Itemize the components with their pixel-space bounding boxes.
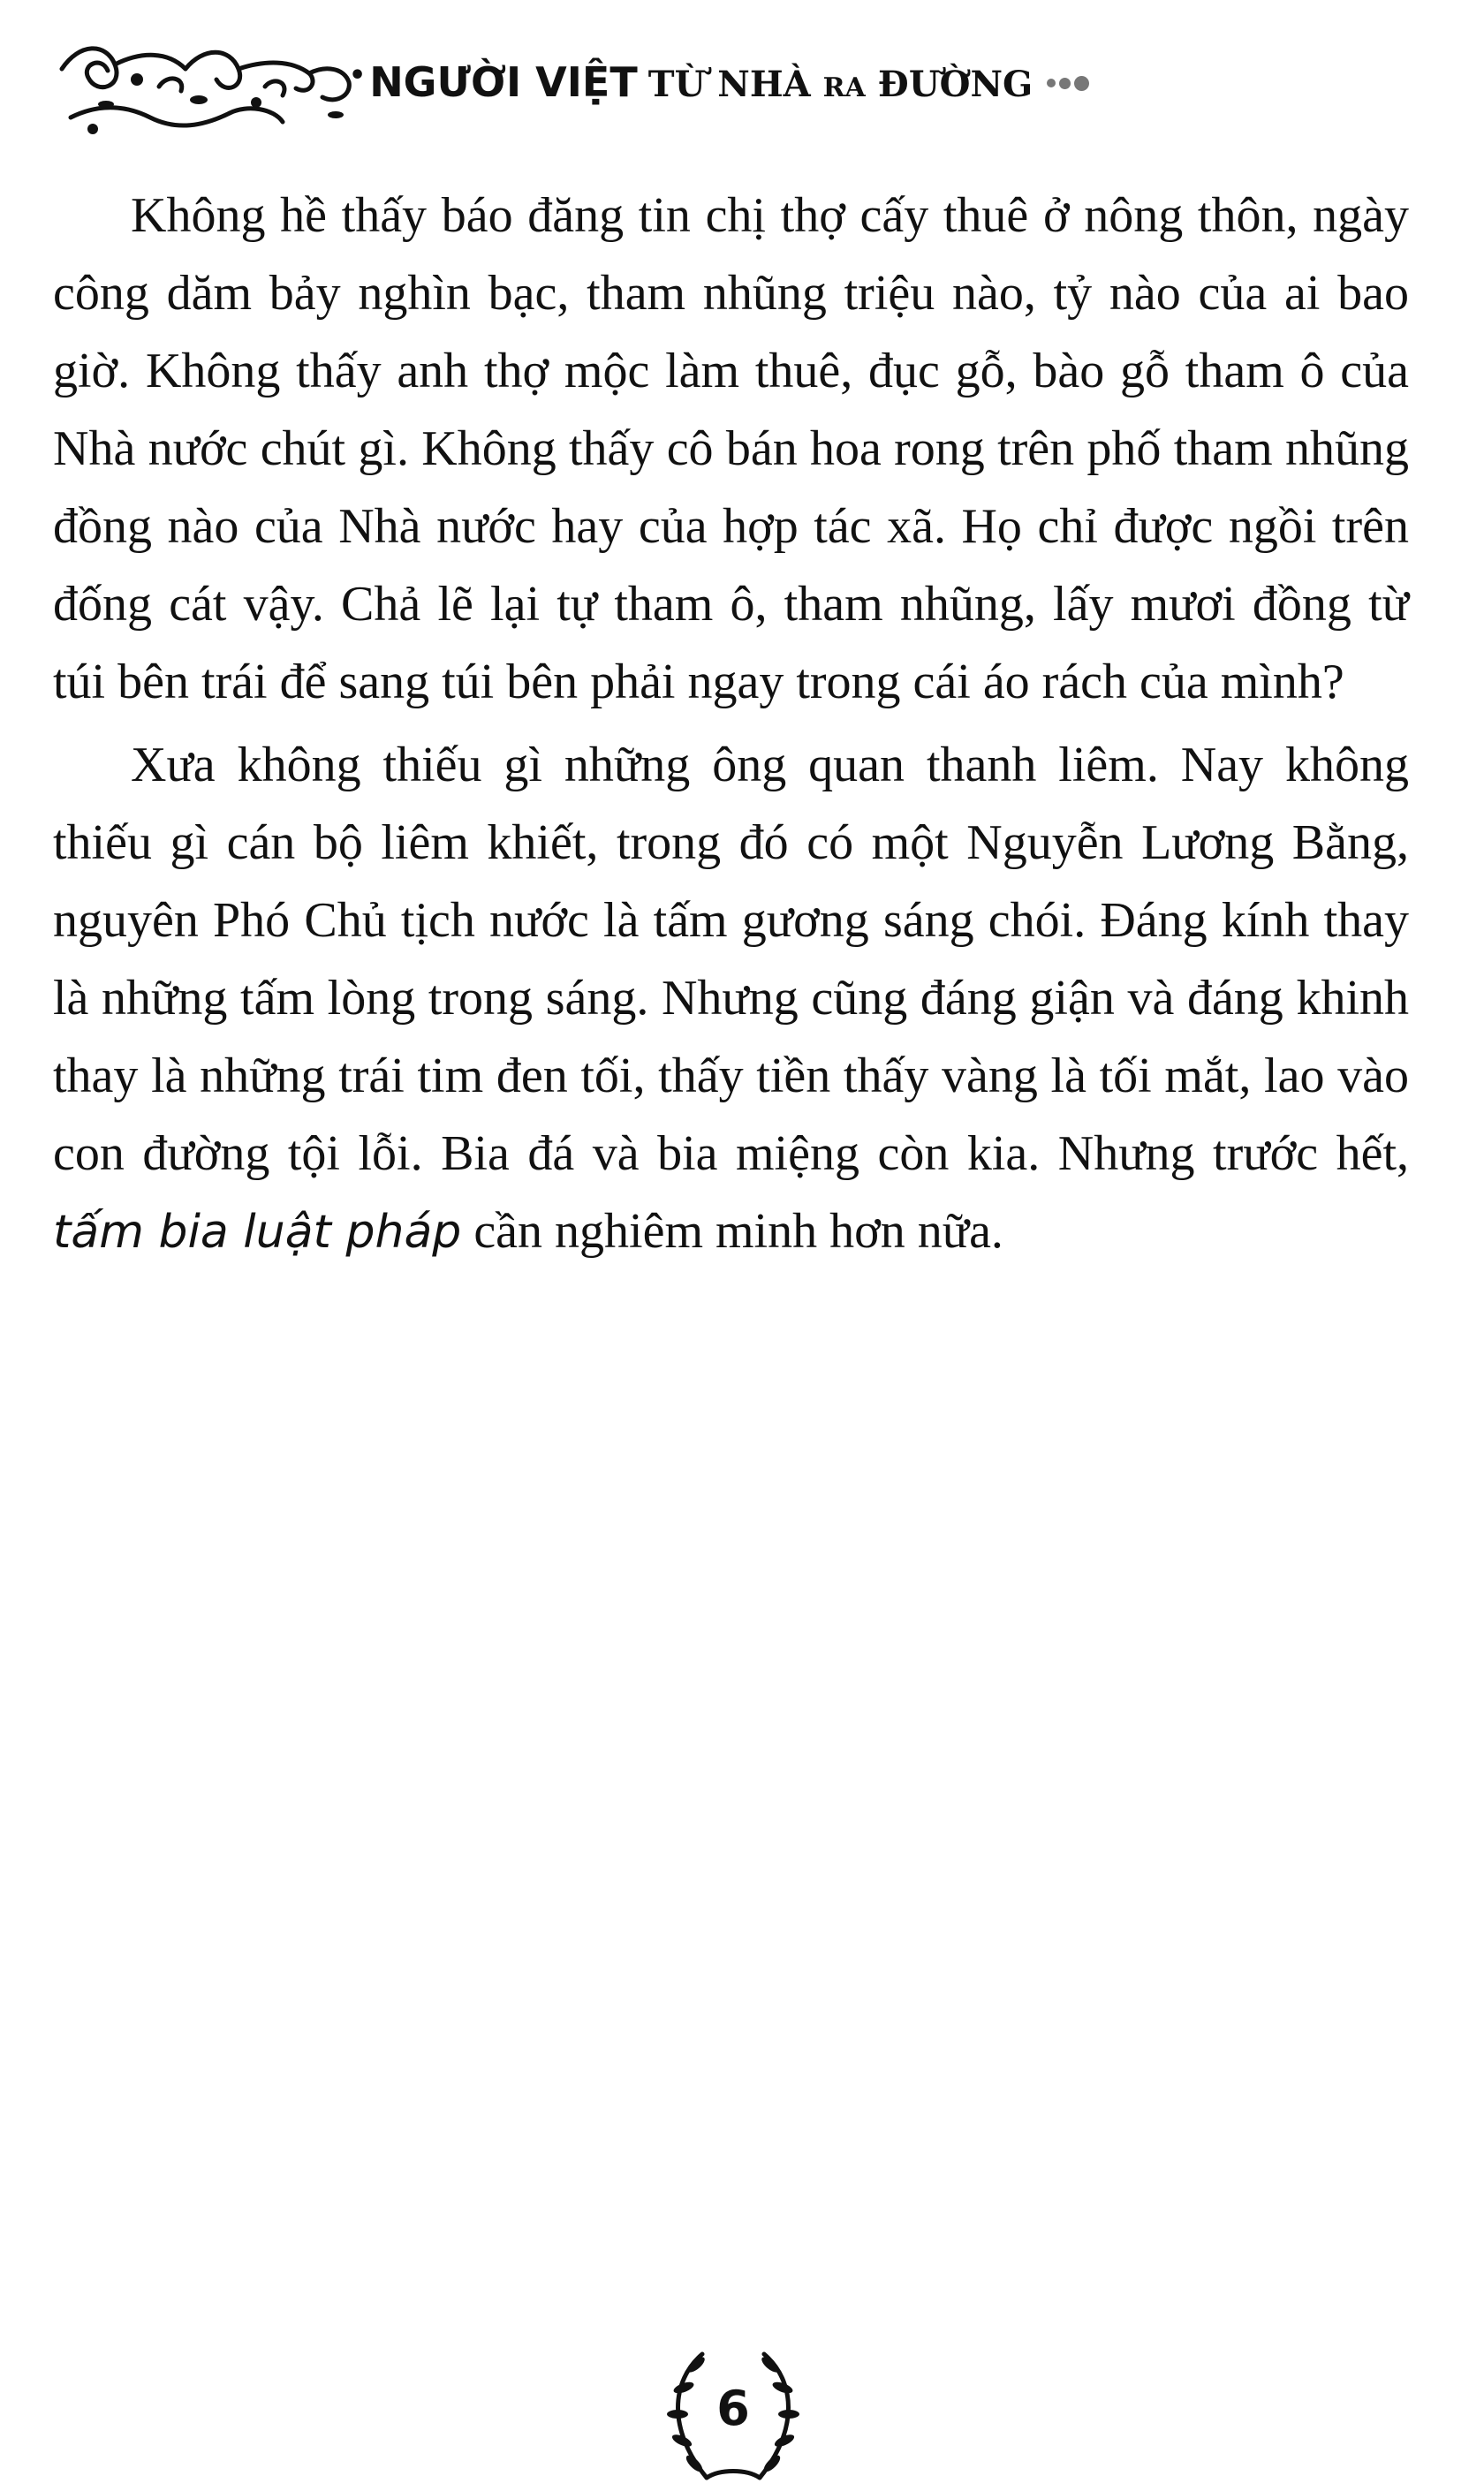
running-title xyxy=(349,58,1089,106)
paragraph-2-text-before: Xưa không thiếu gì những ông quan thanh liêm. Nay không thiếu gì cán bộ liêm khiết, trong đó có một Nguyễn Lương Bằng, nguyên Phó Chủ tịch nước là tấm gương sáng chói. Đáng kính thay là những tấm lòng trong sáng. Nhưng cũng đáng giận và đáng khinh thay là những trái tim đen tối, thấy tiền thấy vàng là tối mắt, lao vào con đường tội lỗi. Bia đá và bia miệng còn kia. Nhưng trước hết, xyxy=(53,738,1409,1181)
bullet-dot: • xyxy=(349,60,367,91)
paragraph-2-italic-phrase: tấm bia luật pháp xyxy=(53,1206,462,1259)
page-number: 6 xyxy=(716,2381,750,2436)
page-body xyxy=(53,177,1409,1276)
running-title-main: NGƯỜI VIỆT xyxy=(369,58,638,106)
paragraph-1: Không hề thấy báo đăng tin chị thợ cấy thuê ở nông thôn, ngày công dăm bảy nghìn bạc, tham nhũng triệu nào, tỷ nào của ai bao giờ. Không thấy anh thợ mộc làm thuê, đục gỗ, bào gỗ tham ô của Nhà nước chút gì. Không thấy cô bán hoa rong trên phố tham nhũng đồng nào của Nhà nước hay của hợp tác xã. Họ chỉ được ngồi trên đống cát vậy. Chả lẽ lại tự tham ô, tham nhũng, lấy mươi đồng từ túi bên trái để sang túi bên phải ngay trong cái áo rách của mình? xyxy=(53,188,1409,709)
running-title-sub-3: ĐƯỜNG xyxy=(877,64,1034,105)
page-footer xyxy=(636,2345,830,2491)
three-dots-icon xyxy=(1047,76,1089,91)
running-title-sub xyxy=(648,64,1033,105)
running-title-sub-1: TỪ NHÀ xyxy=(647,64,811,105)
paragraph-2 xyxy=(53,726,1409,1271)
running-title-sub-2: RA xyxy=(822,72,866,103)
running-header xyxy=(53,26,1431,141)
paragraph-2-text-after: cần nghiêm minh hơn nữa. xyxy=(473,1204,1003,1259)
floral-vine-icon xyxy=(53,34,362,140)
